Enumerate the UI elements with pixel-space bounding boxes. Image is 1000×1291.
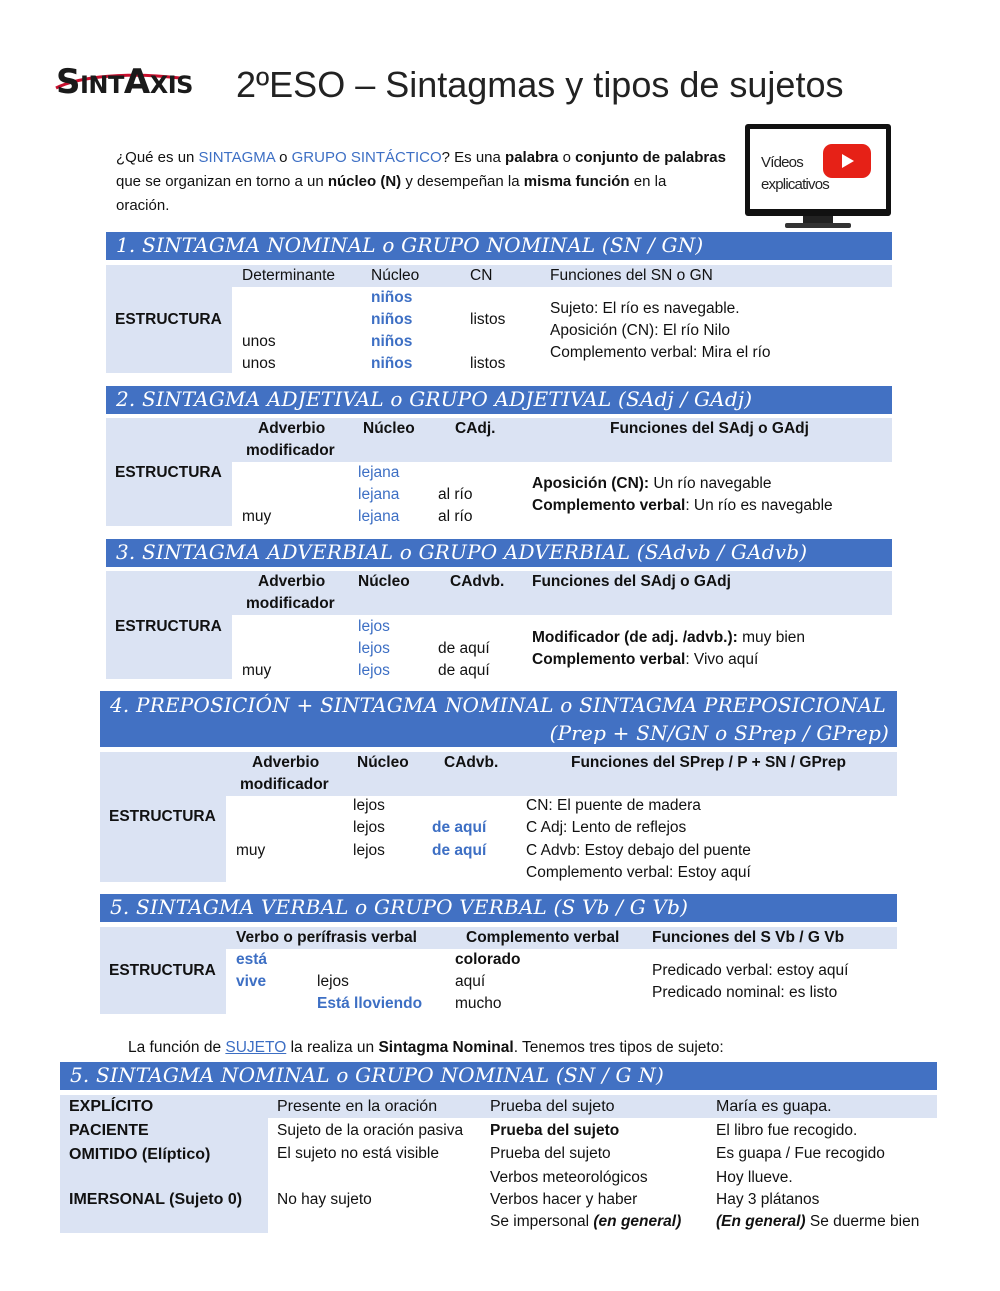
section-3-header: 3. SINTAGMA ADVERBIAL o GRUPO ADVERBIAL (SAdvb / GAdvb) [106,539,892,567]
section-1-header: 1. SINTAGMA NOMINAL o GRUPO NOMINAL (SN / GN) [106,232,892,260]
section-5-header: 5. SINTAGMA VERBAL o GRUPO VERBAL (S Vb / G Vb) [100,894,897,922]
page-title: 2ºESO – Sintagmas y tipos de sujetos [236,64,844,105]
s3-structure-label: ESTRUCTURA [115,618,222,635]
logo-text: SintAxis [56,62,193,102]
sujeto-intro: La función de SUJETO la realiza un Sintagma Nominal. Tenemos tres tipos de sujeto: [128,1039,724,1056]
youtube-play-icon[interactable] [823,144,871,178]
s5-structure-label: ESTRUCTURA [109,962,216,979]
intro-text: ¿Qué es un SINTAGMA o GRUPO SINTÁCTICO? Es una palabra o conjunto de palabras que se organizan en torno a un núcleo (N) y desempeñan la misma función en la oración. [116,149,726,214]
section-6-header: 5. SINTAGMA NOMINAL o GRUPO NOMINAL (SN / G N) [60,1062,937,1090]
video-link[interactable] [745,124,891,232]
section-2-header: 2. SINTAGMA ADJETIVAL o GRUPO ADJETIVAL (SAdj / GAdj) [106,386,892,414]
tv-base [785,223,851,228]
video-label: Vídeos explicativos [761,154,829,193]
tv-stand [803,216,833,223]
s1-structure-label: ESTRUCTURA [115,311,222,328]
s4-structure-label: ESTRUCTURA [109,808,216,825]
section-4-header: 4. PREPOSICIÓN + SINTAGMA NOMINAL o SINTAGMA PREPOSICIONAL (Prep + SN/GN o SPrep / GPrep) [100,691,897,747]
logo [50,58,230,108]
s2-structure-label: ESTRUCTURA [115,464,222,481]
